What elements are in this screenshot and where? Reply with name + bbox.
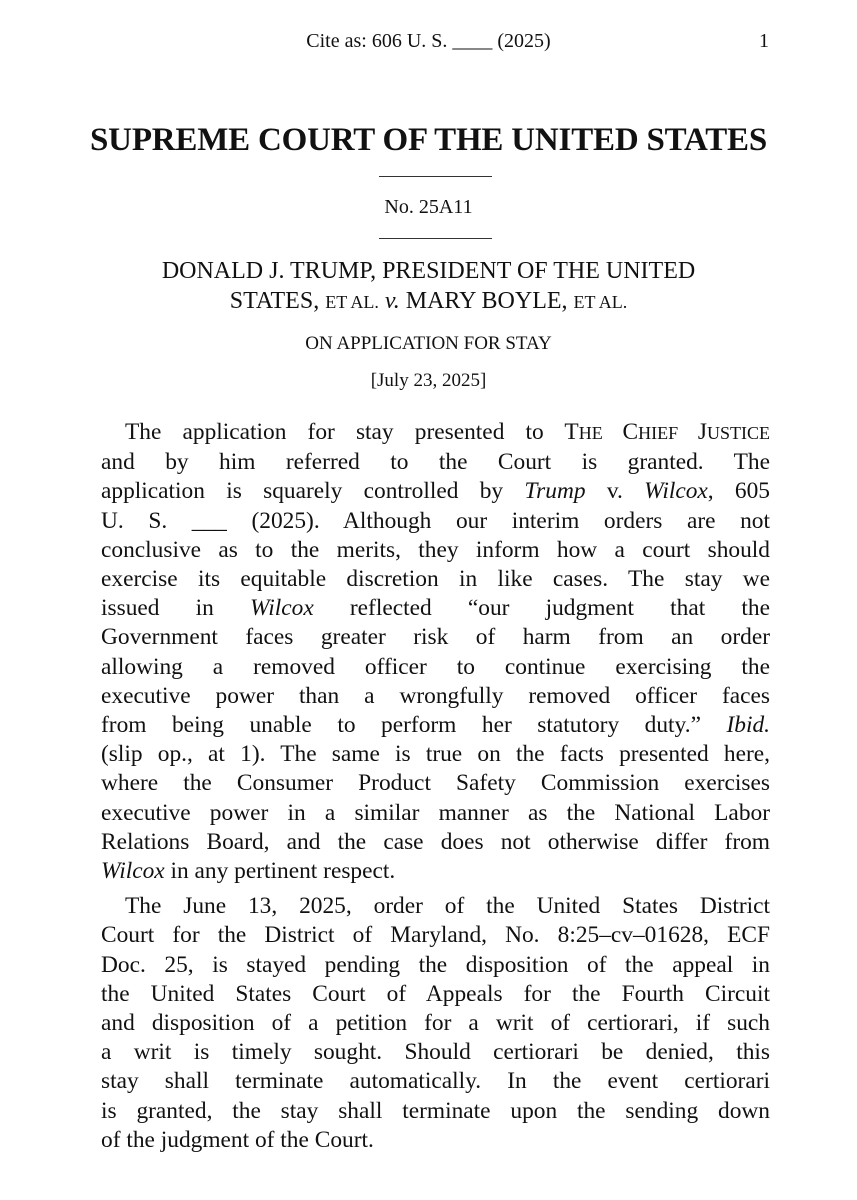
caption-et-al: ET AL. xyxy=(325,292,379,312)
caption-versus: v. xyxy=(378,288,406,314)
text-line: stay shall terminate automatically. In the event certiorari xyxy=(101,1068,770,1095)
divider-rule xyxy=(379,238,492,239)
text-line: Wilcox in any pertinent respect. xyxy=(101,858,396,885)
running-header xyxy=(0,30,857,56)
text-line: exercise its equitable discretion in like cases. The stay we xyxy=(101,566,770,593)
paragraph-2 xyxy=(101,892,770,1155)
paragraph-1 xyxy=(101,418,770,886)
case-caption xyxy=(0,256,857,317)
court-name: SUPREME COURT OF THE UNITED STATES xyxy=(90,122,767,158)
text-line: (slip op., at 1). The same is true on the facts presented here, xyxy=(101,741,770,768)
text-line: executive power than a wrongfully removed officer faces xyxy=(101,682,770,709)
text-line: The June 13, 2025, order of the United States District xyxy=(125,893,770,920)
text-line: Doc. 25, is stayed pending the disposition of the appeal in xyxy=(101,951,770,978)
text-line: Court for the District of Maryland, No. 8:25–cv–01628, ECF xyxy=(101,922,770,949)
text-line: The application for stay presented to THE CHIEF JUSTICE xyxy=(125,419,771,445)
text-line: a writ is timely sought. Should certiorari be denied, this xyxy=(101,1039,770,1066)
text-line: executive power in a similar manner as the National Labor xyxy=(101,799,770,826)
text-line: from being unable to perform her statutory duty.” Ibid. xyxy=(101,712,770,739)
text-line: conclusive as to the merits, they inform how a court should xyxy=(101,536,770,563)
text-line: where the Consumer Product Safety Commission exercises xyxy=(101,770,770,797)
caption-line-2 xyxy=(0,286,857,317)
caption-text: MARY BOYLE, xyxy=(405,288,574,314)
page-number: 1 xyxy=(759,30,769,52)
opinion-body xyxy=(101,418,770,1161)
text-line: and disposition of a petition for a writ of certiorari, if such xyxy=(101,1010,770,1037)
citation-line: Cite as: 606 U. S. ____ (2025) xyxy=(306,30,551,52)
caption-et-al: ET AL. xyxy=(573,292,628,312)
text-line: Relations Board, and the case does not otherwise differ from xyxy=(101,828,770,855)
application-heading: ON APPLICATION FOR STAY xyxy=(305,333,552,354)
text-line: is granted, the stay shall terminate upon the sending down xyxy=(101,1097,770,1124)
docket-number: No. 25A11 xyxy=(384,196,473,218)
text-line: and by him referred to the Court is granted. The xyxy=(101,449,770,476)
caption-line-1: DONALD J. TRUMP, PRESIDENT OF THE UNITED xyxy=(161,258,696,284)
text-line: the United States Court of Appeals for the Fourth Circuit xyxy=(101,980,770,1007)
text-line: Government faces greater risk of harm from an order xyxy=(101,624,770,651)
text-line: allowing a removed officer to continue exercising the xyxy=(101,653,770,680)
text-line: of the judgment of the Court. xyxy=(101,1126,374,1153)
text-line: application is squarely controlled by Trump v. Wilcox, 605 xyxy=(101,478,770,505)
decision-date: [July 23, 2025] xyxy=(370,370,487,391)
divider-rule xyxy=(379,176,492,177)
caption-text: STATES, xyxy=(229,288,326,314)
text-line: U. S. ___ (2025). Although our interim orders are not xyxy=(101,507,770,534)
text-line: issued in Wilcox reflected “our judgment that the xyxy=(101,595,770,622)
